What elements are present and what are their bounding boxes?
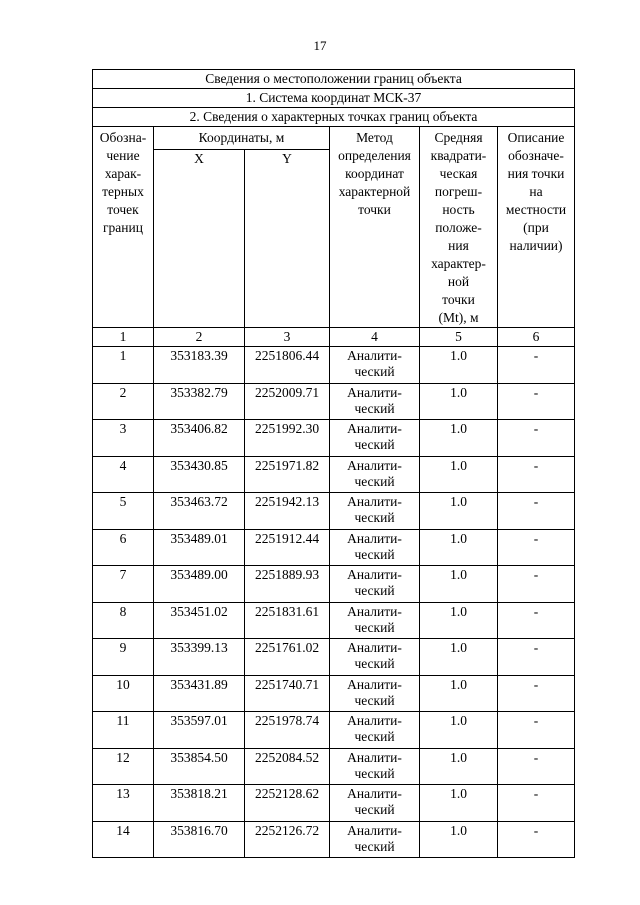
coord-x: 353597.01 — [154, 712, 245, 749]
mean-square-error: 1.0 — [420, 712, 498, 749]
point-description: - — [498, 383, 575, 420]
table-row — [93, 748, 575, 785]
table-row — [93, 529, 575, 566]
coord-x: 353431.89 — [154, 675, 245, 712]
coord-y: 2251912.44 — [245, 529, 330, 566]
table-row — [93, 675, 575, 712]
header-coordinates: Координаты, м — [154, 127, 330, 150]
mean-square-error: 1.0 — [420, 639, 498, 676]
column-number: 5 — [420, 328, 498, 347]
header-mean-square-error: Средняя квадрати- ческая погреш- ность положе- ния характер- ной точки (Mt), м — [420, 127, 498, 328]
column-number: 3 — [245, 328, 330, 347]
mean-square-error: 1.0 — [420, 347, 498, 384]
table-row — [93, 821, 575, 858]
point-description: - — [498, 712, 575, 749]
coord-y: 2251806.44 — [245, 347, 330, 384]
table-row — [93, 712, 575, 749]
point-description: - — [498, 566, 575, 603]
point-number: 7 — [93, 566, 154, 603]
coord-y: 2251971.82 — [245, 456, 330, 493]
method: Аналити- ческий — [330, 383, 420, 420]
method: Аналити- ческий — [330, 712, 420, 749]
mean-square-error: 1.0 — [420, 493, 498, 530]
mean-square-error: 1.0 — [420, 529, 498, 566]
point-number: 11 — [93, 712, 154, 749]
coord-y: 2251978.74 — [245, 712, 330, 749]
column-number: 4 — [330, 328, 420, 347]
method: Аналити- ческий — [330, 493, 420, 530]
table-row — [93, 602, 575, 639]
point-description: - — [498, 785, 575, 822]
mean-square-error: 1.0 — [420, 456, 498, 493]
coord-x: 353489.01 — [154, 529, 245, 566]
coord-x: 353399.13 — [154, 639, 245, 676]
table-row — [93, 493, 575, 530]
boundary-points-table — [92, 69, 575, 858]
point-number: 10 — [93, 675, 154, 712]
coord-x: 353451.02 — [154, 602, 245, 639]
method: Аналити- ческий — [330, 748, 420, 785]
mean-square-error: 1.0 — [420, 602, 498, 639]
coord-y: 2252084.52 — [245, 748, 330, 785]
coordinate-system: 1. Система координат МСК-37 — [93, 89, 575, 108]
column-numbers-row — [93, 328, 575, 347]
point-description: - — [498, 675, 575, 712]
method: Аналити- ческий — [330, 347, 420, 384]
coord-y: 2252128.62 — [245, 785, 330, 822]
coord-y: 2251942.13 — [245, 493, 330, 530]
header-y: Y — [245, 150, 330, 328]
table-row — [93, 420, 575, 457]
table-row — [93, 785, 575, 822]
point-number: 2 — [93, 383, 154, 420]
point-number: 1 — [93, 347, 154, 384]
point-number: 3 — [93, 420, 154, 457]
header-x: X — [154, 150, 245, 328]
point-description: - — [498, 529, 575, 566]
coord-x: 353430.85 — [154, 456, 245, 493]
coord-x: 353406.82 — [154, 420, 245, 457]
coord-y: 2252009.71 — [245, 383, 330, 420]
method: Аналити- ческий — [330, 821, 420, 858]
point-description: - — [498, 420, 575, 457]
coord-x: 353463.72 — [154, 493, 245, 530]
mean-square-error: 1.0 — [420, 383, 498, 420]
point-number: 12 — [93, 748, 154, 785]
table-title: Сведения о местоположении границ объекта — [93, 70, 575, 89]
mean-square-error: 1.0 — [420, 821, 498, 858]
column-number: 2 — [154, 328, 245, 347]
coord-x: 353854.50 — [154, 748, 245, 785]
point-number: 6 — [93, 529, 154, 566]
table-row — [93, 383, 575, 420]
mean-square-error: 1.0 — [420, 785, 498, 822]
header-point-designation: Обозна- чение харак- терных точек границ — [93, 127, 154, 328]
coord-x: 353382.79 — [154, 383, 245, 420]
coord-y: 2251889.93 — [245, 566, 330, 603]
point-description: - — [498, 456, 575, 493]
coord-x: 353818.21 — [154, 785, 245, 822]
method: Аналити- ческий — [330, 420, 420, 457]
mean-square-error: 1.0 — [420, 420, 498, 457]
method: Аналити- ческий — [330, 602, 420, 639]
header-method: Метод определения координат характерной точки — [330, 127, 420, 328]
method: Аналити- ческий — [330, 566, 420, 603]
point-description: - — [498, 493, 575, 530]
point-description: - — [498, 639, 575, 676]
method: Аналити- ческий — [330, 639, 420, 676]
mean-square-error: 1.0 — [420, 675, 498, 712]
point-number: 4 — [93, 456, 154, 493]
point-description: - — [498, 748, 575, 785]
column-number: 6 — [498, 328, 575, 347]
coord-x: 353489.00 — [154, 566, 245, 603]
page-number: 17 — [313, 38, 327, 53]
method: Аналити- ческий — [330, 529, 420, 566]
method: Аналити- ческий — [330, 785, 420, 822]
point-number: 14 — [93, 821, 154, 858]
coord-x: 353816.70 — [154, 821, 245, 858]
coord-y: 2251992.30 — [245, 420, 330, 457]
mean-square-error: 1.0 — [420, 748, 498, 785]
coord-y: 2251831.61 — [245, 602, 330, 639]
coord-y: 2251761.02 — [245, 639, 330, 676]
table-row — [93, 456, 575, 493]
point-number: 9 — [93, 639, 154, 676]
mean-square-error: 1.0 — [420, 566, 498, 603]
coord-x: 353183.39 — [154, 347, 245, 384]
table-row — [93, 639, 575, 676]
point-number: 5 — [93, 493, 154, 530]
point-number: 8 — [93, 602, 154, 639]
coord-y: 2251740.71 — [245, 675, 330, 712]
point-description: - — [498, 821, 575, 858]
section-title: 2. Сведения о характерных точках границ объекта — [93, 108, 575, 127]
point-number: 13 — [93, 785, 154, 822]
table-row — [93, 566, 575, 603]
coord-y: 2252126.72 — [245, 821, 330, 858]
column-number: 1 — [93, 328, 154, 347]
point-description: - — [498, 602, 575, 639]
table-row — [93, 347, 575, 384]
header-point-description: Описание обозначе- ния точки на местности (при наличии) — [498, 127, 575, 328]
point-description: - — [498, 347, 575, 384]
method: Аналити- ческий — [330, 456, 420, 493]
method: Аналити- ческий — [330, 675, 420, 712]
